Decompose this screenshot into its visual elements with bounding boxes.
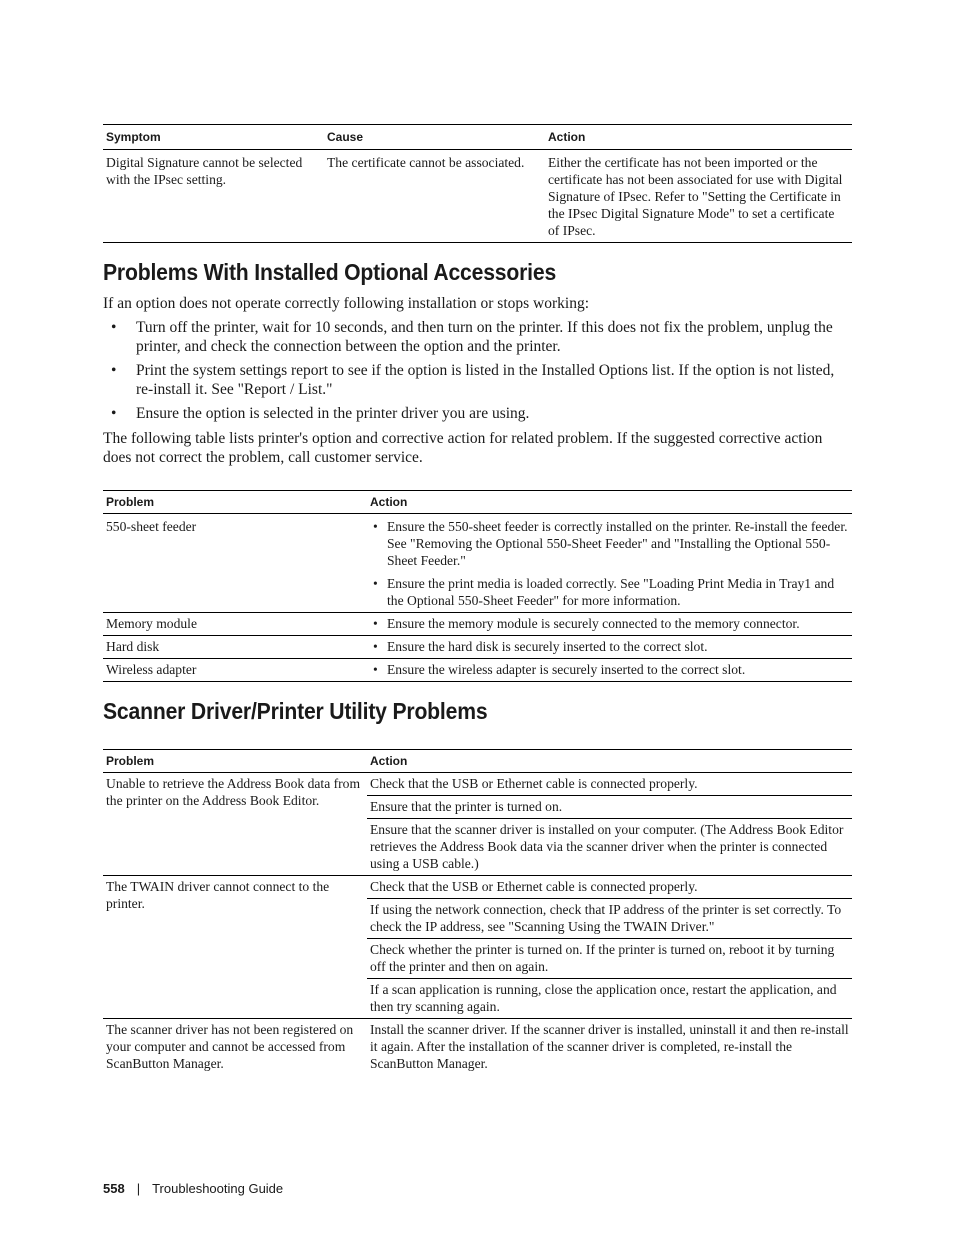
action-cell: Ensure that the scanner driver is installed on your computer. (The Address Book Editor retrieves the Address Book data via the scanner driver when the printer is connected using a USB cable.) <box>370 822 844 871</box>
action-cell <box>367 659 852 682</box>
action-list <box>370 518 849 609</box>
list-item: • Ensure the option is selected in the printer driver you are using. <box>103 404 852 423</box>
table-row <box>103 773 852 796</box>
problem-cell: Memory module <box>106 616 197 631</box>
action-list <box>370 661 849 678</box>
table-header-row <box>103 125 852 150</box>
list-item: • Turn off the printer, wait for 10 seconds, and then turn on the printer. If this does not fix the problem, unplug the printer, and check the connection between the option and the printer. <box>103 318 852 356</box>
header-action: Action <box>370 495 408 509</box>
list-item: • Ensure the memory module is securely connected to the memory connector. <box>370 615 849 632</box>
problem-cell: Hard disk <box>106 639 160 654</box>
problem-cell: The TWAIN driver cannot connect to the printer. <box>103 876 367 1019</box>
section-intro: If an option does not operate correctly following installation or stops working: <box>103 295 589 312</box>
header-action: Action <box>548 130 586 144</box>
table-row <box>103 659 852 682</box>
action-cell <box>367 636 852 659</box>
action-cell: Check whether the printer is turned on. If the printer is turned on, reboot it by turning off the printer and then on again. <box>367 939 852 979</box>
table-row <box>103 876 852 899</box>
action-list <box>370 615 849 632</box>
list-item: • Ensure the hard disk is securely inserted to the correct slot. <box>370 638 849 655</box>
table-row <box>103 150 852 243</box>
scanner-driver-table <box>103 749 852 1075</box>
action-list <box>370 638 849 655</box>
ipsec-symptom-table <box>103 124 852 243</box>
action-cell: Check that the USB or Ethernet cable is connected properly. <box>367 876 852 899</box>
list-item: • Print the system settings report to see if the option is listed in the Installed Options list. If the option is not listed, re-install it. See "Report / List." <box>103 361 852 399</box>
problem-cell: The scanner driver has not been registered on your computer and cannot be accessed from ScanButton Manager. <box>106 1022 354 1071</box>
action-cell: Install the scanner driver. If the scanner driver is installed, uninstall it and then re-install it again. After the installation of the scanner driver is completed, re-install the ScanButton Manager. <box>370 1022 849 1071</box>
action-cell: Either the certificate has not been imported or the certificate has not been associated for use with Digital Signature of IPsec. Refer to "Setting the Certificate in the IPsec Digital Signature Mode" to set a certificate of IPsec. <box>548 155 843 238</box>
header-symptom: Symptom <box>106 130 161 144</box>
footer-separator: | <box>136 1181 141 1196</box>
action-cell <box>367 613 852 636</box>
optional-accessories-table <box>103 490 852 682</box>
table-header-row <box>103 491 852 514</box>
footer-section-title: Troubleshooting Guide <box>152 1181 284 1196</box>
problem-cell: 550-sheet feeder <box>106 519 197 534</box>
list-item: • Ensure the print media is loaded correctly. See "Loading Print Media in Tray1 and the Optional 550-Sheet Feeder" for more information. <box>370 575 849 609</box>
header-problem: Problem <box>106 754 155 768</box>
table-row <box>103 1019 852 1076</box>
table-row <box>103 636 852 659</box>
table-row <box>103 514 852 613</box>
page-content <box>103 124 852 1075</box>
header-cause: Cause <box>327 130 364 144</box>
page-number: 558 <box>103 1181 125 1196</box>
action-cell: If a scan application is running, close the application once, restart the application, and then try scanning again. <box>370 982 837 1014</box>
cause-cell: The certificate cannot be associated. <box>327 155 525 170</box>
table-row <box>103 613 852 636</box>
list-item: • Ensure the 550-sheet feeder is correctly installed on the printer. Re-install the feeder. See "Removing the Optional 550-Sheet Feeder" and "Installing the Optional 550-Sheet Feeder." <box>370 518 849 569</box>
header-action: Action <box>370 754 408 768</box>
problem-cell: Unable to retrieve the Address Book data from the printer on the Address Book Editor. <box>103 773 367 876</box>
bullet-list <box>103 318 852 423</box>
section-title-scanner-driver: Scanner Driver/Printer Utility Problems <box>103 698 488 724</box>
section-paragraph: The following table lists printer's option and corrective action for related problem. If the suggested corrective action does not correct the problem, call customer service. <box>103 430 823 466</box>
list-item: • Ensure the wireless adapter is securely inserted to the correct slot. <box>370 661 849 678</box>
header-problem: Problem <box>106 495 155 509</box>
action-cell: If using the network connection, check that IP address of the printer is set correctly. To check the IP address, see "Scanning Using the TWAIN Driver." <box>367 899 852 939</box>
problem-cell: Wireless adapter <box>106 662 197 677</box>
action-cell: Ensure that the printer is turned on. <box>367 796 852 819</box>
action-cell <box>367 514 852 613</box>
table-header-row <box>103 750 852 773</box>
section-title-optional-accessories: Problems With Installed Optional Accessories <box>103 259 557 285</box>
action-cell: Check that the USB or Ethernet cable is connected properly. <box>367 773 852 796</box>
page-footer <box>103 1181 283 1196</box>
symptom-cell: Digital Signature cannot be selected with the IPsec setting. <box>106 155 303 187</box>
